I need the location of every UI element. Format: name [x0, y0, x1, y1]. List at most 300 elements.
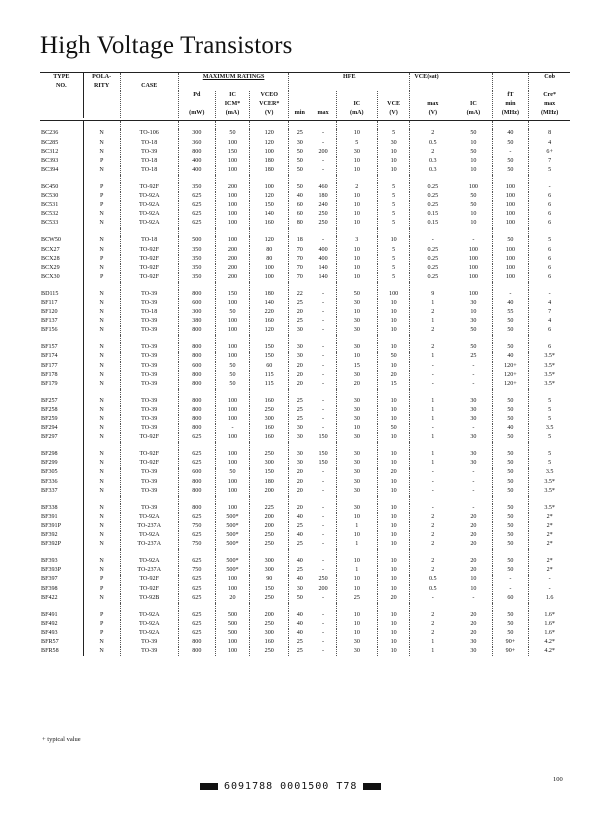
- cell-hfe-vce: 10: [377, 166, 409, 175]
- cell-cob: 3.5*: [544, 362, 555, 369]
- cell-vcesat-ic: -: [455, 236, 492, 245]
- cell-vcesat-ic: -: [455, 504, 492, 513]
- cell-hfe-vce: 10: [377, 308, 409, 317]
- cell-polarity: N: [83, 129, 120, 138]
- cell-ft: 50: [492, 397, 529, 406]
- cell-hfe-ic: 30: [336, 148, 377, 157]
- cell-hfe-vce: 50: [377, 352, 409, 361]
- cell-hfe-ic: 10: [336, 246, 377, 255]
- cell-vcesat-ic: 10: [455, 166, 492, 175]
- cell-cob: 6: [548, 327, 552, 334]
- cell-polarity: P: [83, 273, 120, 282]
- cell-vceo: 80: [250, 255, 289, 264]
- cell-vcesat-ic: 100: [455, 255, 492, 264]
- cell-hfe-ic: 30: [336, 397, 377, 406]
- cell-vceo: 160: [250, 397, 289, 406]
- cell-hfe-vce: 20: [377, 594, 409, 603]
- cell-vceo: 100: [250, 148, 289, 157]
- cell-ic: 100: [215, 326, 250, 335]
- cell-type: BF338: [40, 504, 83, 513]
- cell-vcesat-ic: 100: [455, 183, 492, 192]
- cell-cob: 6+: [546, 148, 553, 155]
- cell-ft: 50: [492, 415, 529, 424]
- table-row: [40, 139, 570, 148]
- cell-hfe-min: 20: [296, 362, 303, 369]
- table-row: [40, 459, 570, 468]
- cell-vcesat-max: 0.25: [427, 202, 439, 209]
- cell-polarity: N: [83, 566, 120, 575]
- cell-hfe-min: 40: [296, 558, 303, 565]
- col-header-hfe-ic: IC (mA): [336, 91, 377, 118]
- cell-vceo: 180: [250, 157, 289, 166]
- cell-ft: 50: [492, 317, 529, 326]
- cell-case: TO-18: [120, 166, 178, 175]
- cell-pd: 800: [178, 647, 215, 656]
- cell-hfe-ic: 5: [336, 139, 377, 148]
- cell-case: TO-92A: [120, 219, 178, 228]
- cell-type: BC394: [40, 166, 83, 175]
- cell-pd: 625: [178, 620, 215, 629]
- cell-hfe-max: 250: [310, 210, 336, 219]
- cell-polarity: N: [83, 308, 120, 317]
- group-spacer: [40, 121, 570, 130]
- cell-vceo: 80: [250, 246, 289, 255]
- cell-hfe-vce: 20: [377, 371, 409, 380]
- cell-case: TO-39: [120, 352, 178, 361]
- cell-polarity: N: [83, 326, 120, 335]
- cell-pd: 500: [178, 236, 215, 245]
- table-row: [40, 299, 570, 308]
- cell-type: BF337: [40, 487, 83, 496]
- cell-hfe-vce: 5: [377, 246, 409, 255]
- cell-polarity: N: [83, 478, 120, 487]
- cell-pd: 350: [178, 264, 215, 273]
- cell-vceo: 90: [250, 575, 289, 584]
- table-row: [40, 647, 570, 656]
- cell-polarity: P: [83, 192, 120, 201]
- cell-cob: 6: [548, 193, 552, 200]
- cell-cob: 7: [548, 309, 552, 316]
- cell-case: TO-92F: [120, 575, 178, 584]
- cell-hfe-ic: 10: [336, 219, 377, 228]
- page-number: 100: [553, 776, 563, 783]
- table-row: [40, 192, 570, 201]
- table-row: [40, 343, 570, 352]
- table-row: [40, 629, 570, 638]
- cell-hfe-max: -: [310, 594, 336, 603]
- table-row: [40, 148, 570, 157]
- cell-polarity: N: [83, 459, 120, 468]
- cell-vcesat-max: -: [431, 594, 434, 601]
- cell-polarity: N: [83, 352, 120, 361]
- cell-hfe-min: 20: [296, 478, 303, 485]
- cell-vceo: 250: [250, 450, 289, 459]
- cell-ft: 50: [492, 450, 529, 459]
- cell-hfe-min: 20: [296, 504, 303, 511]
- col-header-vceo: VCEO VCER* (V): [250, 91, 289, 118]
- cell-hfe-min: 20: [296, 371, 303, 378]
- cell-hfe-min: 25: [296, 406, 303, 413]
- cell-cob: 8: [548, 130, 552, 137]
- cell-polarity: P: [83, 585, 120, 594]
- cell-hfe-max: -: [310, 290, 336, 299]
- cell-ft: 50: [492, 611, 529, 620]
- cell-pd: 625: [178, 450, 215, 459]
- cell-hfe-ic: 30: [336, 487, 377, 496]
- cell-pd: 600: [178, 299, 215, 308]
- cell-type: BF120: [40, 308, 83, 317]
- cell-ic: 100: [215, 201, 250, 210]
- table-row: [40, 352, 570, 361]
- cell-hfe-max: -: [310, 468, 336, 477]
- cell-type: BF398: [40, 585, 83, 594]
- cell-ic: 500*: [215, 531, 250, 540]
- cell-hfe-max: -: [310, 308, 336, 317]
- group-spacer: [40, 228, 570, 236]
- cell-polarity: P: [83, 620, 120, 629]
- cell-ft: 50: [492, 531, 529, 540]
- cell-hfe-ic: 1: [336, 540, 377, 549]
- table-row: [40, 380, 570, 389]
- cell-hfe-ic: 30: [336, 406, 377, 415]
- cell-vcesat-max: 1: [431, 397, 435, 404]
- group-header-max-ratings: MAXIMUM RATINGS: [178, 73, 288, 92]
- cell-ic: 50: [215, 129, 250, 138]
- cell-vceo: 300: [250, 629, 289, 638]
- cell-hfe-min: 25: [296, 638, 303, 645]
- cell-case: TO-92F: [120, 585, 178, 594]
- cell-vcesat-max: 2: [431, 620, 435, 627]
- cell-ic: 150: [215, 148, 250, 157]
- cell-hfe-ic: 10: [336, 255, 377, 264]
- cell-ft: 40: [492, 129, 529, 138]
- cell-vceo: 300: [250, 459, 289, 468]
- cell-vcesat-max: 0.3: [428, 157, 437, 164]
- cell-ft: 100: [492, 255, 529, 264]
- cell-hfe-vce: 10: [377, 487, 409, 496]
- cell-case: TO-92F: [120, 255, 178, 264]
- cell-hfe-vce: 15: [377, 380, 409, 389]
- cell-case: TO-92A: [120, 557, 178, 566]
- cell-vcesat-max: 2: [431, 513, 435, 520]
- cell-polarity: N: [83, 531, 120, 540]
- cell-hfe-vce: 100: [377, 290, 409, 299]
- cell-hfe-ic: 30: [336, 299, 377, 308]
- cell-case: TO-92A: [120, 210, 178, 219]
- cell-vcesat-ic: 30: [455, 433, 492, 442]
- cell-ft: 50: [492, 326, 529, 335]
- col-header-hfe-min: min: [294, 110, 305, 117]
- cell-polarity: N: [83, 380, 120, 389]
- col-header-hfe-max: max: [310, 91, 336, 118]
- cell-hfe-max: 400: [310, 246, 336, 255]
- cell-type: BF336: [40, 478, 83, 487]
- cell-cob: 2*: [546, 522, 553, 529]
- cell-hfe-ic: 1: [336, 522, 377, 531]
- datasheet-table-container: [40, 72, 570, 656]
- cell-hfe-min: 50: [296, 148, 303, 155]
- cell-vceo: 150: [250, 468, 289, 477]
- cell-hfe-max: -: [310, 406, 336, 415]
- cell-pd: 625: [178, 575, 215, 584]
- cell-vcesat-max: 2: [431, 541, 435, 548]
- group-spacer: [40, 603, 570, 611]
- cell-hfe-min: 30: [296, 460, 303, 467]
- cell-hfe-ic: 30: [336, 638, 377, 647]
- cell-type: BF258: [40, 406, 83, 415]
- cell-hfe-ic: 30: [336, 317, 377, 326]
- cell-hfe-max: 400: [310, 255, 336, 264]
- cell-pd: 400: [178, 166, 215, 175]
- cell-polarity: N: [83, 219, 120, 228]
- cell-vcesat-max: 1: [431, 416, 435, 422]
- cell-pd: 800: [178, 148, 215, 157]
- cell-type: BF117: [40, 299, 83, 308]
- cell-hfe-min: 22: [296, 290, 303, 297]
- cell-vcesat-max: 2: [431, 558, 435, 565]
- table-row: [40, 468, 570, 477]
- table-row: [40, 566, 570, 575]
- cell-pd: 800: [178, 371, 215, 380]
- cell-hfe-max: -: [310, 343, 336, 352]
- table-row: [40, 594, 570, 603]
- cell-hfe-max: 140: [310, 264, 336, 273]
- cell-vcesat-ic: 30: [455, 450, 492, 459]
- cell-hfe-ic: 25: [336, 594, 377, 603]
- cell-ft: 50: [492, 566, 529, 575]
- table-row: [40, 246, 570, 255]
- col-header-polarity: POLA- RITY: [83, 73, 120, 92]
- cell-ft: 100: [492, 201, 529, 210]
- cell-vcesat-ic: 30: [455, 647, 492, 656]
- cell-case: TO-92A: [120, 611, 178, 620]
- cell-hfe-vce: 10: [377, 540, 409, 549]
- cell-vcesat-max: 0.25: [427, 246, 439, 253]
- cell-case: TO-18: [120, 236, 178, 245]
- cell-ft: -: [492, 290, 529, 299]
- cell-ic: 200: [215, 264, 250, 273]
- cell-hfe-max: 150: [310, 459, 336, 468]
- cell-hfe-min: 18: [296, 237, 303, 244]
- cell-type: BF157: [40, 343, 83, 352]
- cell-hfe-vce: 10: [377, 557, 409, 566]
- cell-hfe-max: -: [310, 326, 336, 335]
- cell-hfe-vce: 10: [377, 531, 409, 540]
- cell-hfe-ic: 30: [336, 371, 377, 380]
- cell-vcesat-max: -: [431, 504, 434, 511]
- cell-type: BF492: [40, 620, 83, 629]
- cell-ic: 100: [215, 406, 250, 415]
- cell-hfe-max: 250: [310, 575, 336, 584]
- cell-case: TO-39: [120, 299, 178, 308]
- cell-case: TO-39: [120, 290, 178, 299]
- cell-hfe-min: 20: [296, 380, 303, 387]
- cell-cob: 6: [548, 264, 552, 271]
- cell-hfe-max: 140: [310, 273, 336, 282]
- cell-case: TO-18: [120, 157, 178, 166]
- cell-vcesat-max: -: [431, 380, 434, 387]
- table-row: [40, 317, 570, 326]
- cell-ic: 100: [215, 647, 250, 656]
- cell-hfe-min: 25: [296, 416, 303, 422]
- cell-ft: 120+: [492, 362, 529, 371]
- group-spacer: [40, 389, 570, 397]
- cell-polarity: N: [83, 406, 120, 415]
- cell-ic: 100: [215, 166, 250, 175]
- cell-hfe-min: 20: [296, 309, 303, 316]
- col-header-vcesat-ic: IC (mA): [455, 91, 492, 118]
- cell-cob: 4.2*: [544, 638, 555, 645]
- cell-type: BCX30: [40, 273, 83, 282]
- cell-ic: 50: [215, 380, 250, 389]
- cell-ic: 100: [215, 317, 250, 326]
- cell-polarity: P: [83, 575, 120, 584]
- cell-polarity: N: [83, 264, 120, 273]
- cell-vcesat-max: 2: [431, 522, 435, 529]
- cell-vcesat-ic: 10: [455, 139, 492, 148]
- cell-cob: 2*: [546, 558, 553, 565]
- cell-pd: 625: [178, 557, 215, 566]
- cell-hfe-vce: 10: [377, 433, 409, 442]
- cell-hfe-min: 40: [296, 513, 303, 520]
- table-row: [40, 273, 570, 282]
- cell-vcesat-ic: 100: [455, 273, 492, 282]
- cell-case: TO-237A: [120, 522, 178, 531]
- cell-hfe-ic: 50: [336, 290, 377, 299]
- cell-vceo: 120: [250, 326, 289, 335]
- cell-hfe-ic: 30: [336, 478, 377, 487]
- cell-vceo: 250: [250, 531, 289, 540]
- cell-type: BC532: [40, 210, 83, 219]
- cell-hfe-vce: 10: [377, 236, 409, 245]
- table-row: [40, 183, 570, 192]
- cell-polarity: P: [83, 629, 120, 638]
- cell-ic: 100: [215, 575, 250, 584]
- cell-ft: 55: [492, 308, 529, 317]
- cell-vcesat-max: -: [431, 478, 434, 485]
- cell-polarity: N: [83, 299, 120, 308]
- cell-case: TO-92F: [120, 264, 178, 273]
- cell-cob: 1.6*: [544, 629, 555, 636]
- table-row: [40, 611, 570, 620]
- cell-type: BFR58: [40, 647, 83, 656]
- cell-hfe-ic: 10: [336, 424, 377, 433]
- cell-hfe-ic: 10: [336, 575, 377, 584]
- table-row: [40, 415, 570, 424]
- table-row: [40, 575, 570, 584]
- cell-hfe-max: -: [310, 540, 336, 549]
- cell-hfe-min: 70: [296, 246, 303, 253]
- cell-pd: 625: [178, 611, 215, 620]
- cell-hfe-vce: 20: [377, 468, 409, 477]
- cell-vceo: 200: [250, 611, 289, 620]
- cell-hfe-min: 30: [296, 585, 303, 592]
- table-row: [40, 129, 570, 138]
- table-row: [40, 620, 570, 629]
- cell-vcesat-ic: 50: [455, 148, 492, 157]
- cell-hfe-ic: 30: [336, 415, 377, 424]
- cell-type: BC312: [40, 148, 83, 157]
- cell-polarity: P: [83, 201, 120, 210]
- cell-vcesat-ic: 10: [455, 585, 492, 594]
- cell-vcesat-max: 0.25: [427, 193, 439, 200]
- cell-pd: 800: [178, 424, 215, 433]
- cell-vceo: 250: [250, 540, 289, 549]
- cell-type: BF397: [40, 575, 83, 584]
- cell-ic: 100: [215, 487, 250, 496]
- cell-cob: 2*: [546, 567, 553, 574]
- cell-type: BF294: [40, 424, 83, 433]
- cell-type: BF298: [40, 450, 83, 459]
- cell-hfe-vce: 10: [377, 611, 409, 620]
- cell-vcesat-ic: 20: [455, 540, 492, 549]
- cell-cob: 7: [548, 157, 552, 164]
- table-row: [40, 219, 570, 228]
- cell-ic: 100: [215, 450, 250, 459]
- cell-ic: 100: [215, 157, 250, 166]
- cell-ft: 50: [492, 406, 529, 415]
- cell-cob: 6: [548, 344, 552, 351]
- cell-hfe-ic: 15: [336, 362, 377, 371]
- cell-ft: 40: [492, 299, 529, 308]
- cell-vcesat-ic: -: [455, 380, 492, 389]
- cell-polarity: P: [83, 183, 120, 192]
- cell-ic: 100: [215, 352, 250, 361]
- cell-ft: 50: [492, 487, 529, 496]
- cell-polarity: P: [83, 255, 120, 264]
- table-row: [40, 406, 570, 415]
- cell-hfe-max: -: [310, 166, 336, 175]
- cell-cob: 6: [548, 273, 552, 280]
- cell-ft: 100: [492, 264, 529, 273]
- cell-hfe-min: 30: [296, 327, 303, 334]
- cell-ft: 40: [492, 424, 529, 433]
- cell-cob: 5: [548, 416, 552, 422]
- group-spacer: [40, 496, 570, 504]
- cell-hfe-max: -: [310, 424, 336, 433]
- cell-hfe-max: -: [310, 129, 336, 138]
- cell-hfe-max: -: [310, 362, 336, 371]
- cell-type: BF177: [40, 362, 83, 371]
- cell-hfe-min: 40: [296, 576, 303, 583]
- cell-vcesat-max: 0.15: [427, 211, 439, 218]
- cell-hfe-min: 70: [296, 273, 303, 280]
- cell-polarity: N: [83, 290, 120, 299]
- cell-case: TO-237A: [120, 540, 178, 549]
- cell-cob: 2*: [546, 532, 553, 539]
- cell-vcesat-ic: -: [455, 371, 492, 380]
- cell-cob: 3.5*: [544, 380, 555, 387]
- cell-vceo: 140: [250, 210, 289, 219]
- cell-hfe-min: 50: [296, 166, 303, 173]
- cell-type: BF299: [40, 459, 83, 468]
- cell-hfe-ic: 10: [336, 129, 377, 138]
- cell-polarity: N: [83, 236, 120, 245]
- cell-type: BC530: [40, 192, 83, 201]
- cell-cob: 5: [548, 397, 552, 404]
- cell-vceo: 160: [250, 433, 289, 442]
- cell-vceo: 100: [250, 264, 289, 273]
- cell-case: TO-39: [120, 638, 178, 647]
- cell-pd: 300: [178, 308, 215, 317]
- table-row: [40, 638, 570, 647]
- cell-vceo: 300: [250, 566, 289, 575]
- table-row: [40, 157, 570, 166]
- cell-vceo: 120: [250, 192, 289, 201]
- cell-vcesat-max: 1: [431, 460, 435, 467]
- cell-vcesat-max: -: [431, 487, 434, 494]
- cell-hfe-vce: 5: [377, 192, 409, 201]
